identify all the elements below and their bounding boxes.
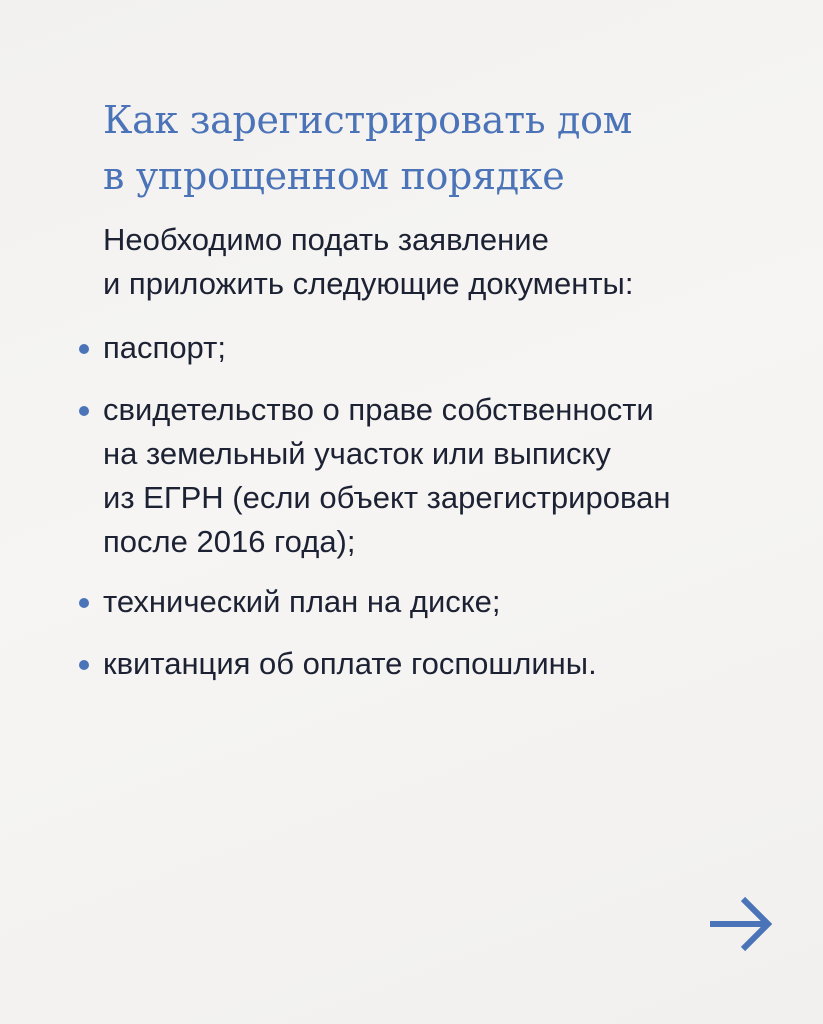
- list-item-ownership-certificate: [103, 388, 793, 564]
- list-item-text: квитанция об оплате госпошлины.: [103, 646, 597, 681]
- list-item-passport: [103, 326, 793, 370]
- list-item-technical-plan: [103, 580, 793, 624]
- list-item-text: из ЕГРН (если объект зарегистрирован: [103, 480, 671, 515]
- title-line-2: в упрощенном порядке: [103, 154, 565, 198]
- list-item-fee-receipt: [103, 642, 793, 686]
- intro-text: [103, 218, 793, 306]
- list-item-text: после 2016 года);: [103, 524, 356, 559]
- intro-line-1: Необходимо подать заявление: [103, 222, 549, 257]
- title-line-1: Как зарегистрировать дом: [103, 98, 632, 142]
- arrow-right-icon: [706, 894, 774, 954]
- next-button[interactable]: [706, 894, 774, 954]
- bullet-icon: [79, 344, 89, 354]
- bullet-icon: [79, 406, 89, 416]
- intro-line-2: и приложить следующие документы:: [103, 266, 634, 301]
- list-item-text: технический план на диске;: [103, 584, 501, 619]
- bullet-icon: [79, 660, 89, 670]
- list-item-text: свидетельство о праве собственности: [103, 392, 654, 427]
- list-item-text: на земельный участок или выписку: [103, 436, 611, 471]
- list-item-text: паспорт;: [103, 330, 226, 365]
- page-title: [103, 92, 783, 204]
- bullet-icon: [79, 598, 89, 608]
